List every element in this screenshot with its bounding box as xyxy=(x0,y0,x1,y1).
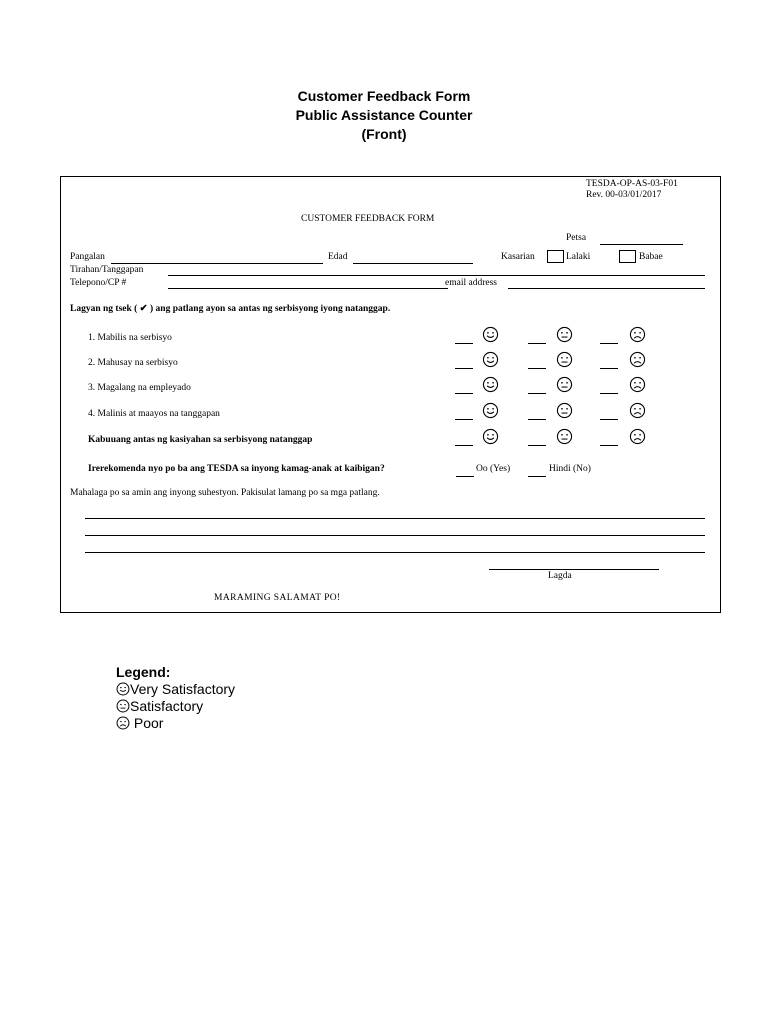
smile-face-icon xyxy=(482,428,499,445)
recommend-yes-blank[interactable] xyxy=(456,476,474,477)
rating-blank[interactable] xyxy=(455,343,473,344)
rating-blank[interactable] xyxy=(455,419,473,420)
telepono-field[interactable] xyxy=(168,288,448,289)
rating-blank[interactable] xyxy=(528,393,546,394)
doc-code: TESDA-OP-AS-03-F01 xyxy=(586,179,678,189)
rating-instruction: Lagyan ng tsek ( ✔ ) ang patlang ayon sa antas ng serbisyong iyong natanggap. xyxy=(70,304,391,314)
frown-face-icon xyxy=(629,351,646,368)
telepono-label: Telepono/CP # xyxy=(70,278,127,288)
legend-satisfactory xyxy=(116,698,203,715)
rating-blank[interactable] xyxy=(600,393,618,394)
babae-label: Babae xyxy=(639,252,663,262)
babae-checkbox[interactable] xyxy=(619,250,636,263)
signature-label: Lagda xyxy=(548,571,572,581)
smile-face-icon xyxy=(482,326,499,343)
tirahan-label: Tirahan/Tanggapan xyxy=(70,265,144,275)
suggestion-line[interactable] xyxy=(85,552,705,553)
frown-face-icon xyxy=(116,716,130,730)
legend-poor xyxy=(116,715,163,732)
rating-item-label: 3. Magalang na empleyado xyxy=(88,383,191,393)
petsa-field[interactable] xyxy=(600,244,683,245)
legend-very-satisfactory-label: Very Satisfactory xyxy=(130,681,236,697)
smile-face-icon xyxy=(482,376,499,393)
revision-number: Rev. 00-03/01/2017 xyxy=(586,190,662,200)
rating-blank[interactable] xyxy=(600,343,618,344)
kasarian-label: Kasarian xyxy=(501,252,535,262)
smile-face-icon xyxy=(116,682,130,696)
legend-poor-label: Poor xyxy=(130,715,164,731)
legend-very-satisfactory xyxy=(116,681,235,698)
frown-face-icon xyxy=(629,428,646,445)
page-subtitle: Public Assistance Counter xyxy=(295,107,473,123)
rating-blank[interactable] xyxy=(455,445,473,446)
thank-you-text: MARAMING SALAMAT PO! xyxy=(214,593,341,603)
tirahan-field[interactable] xyxy=(168,275,705,276)
rating-blank[interactable] xyxy=(600,445,618,446)
pangalan-label: Pangalan xyxy=(70,252,105,262)
rating-blank[interactable] xyxy=(528,343,546,344)
pangalan-field[interactable] xyxy=(111,263,323,264)
overall-rating-label: Kabuuang antas ng kasiyahan sa serbisyong natanggap xyxy=(88,435,313,445)
lalaki-checkbox[interactable] xyxy=(547,250,564,263)
frown-face-icon xyxy=(629,402,646,419)
form-title: CUSTOMER FEEDBACK FORM xyxy=(301,214,435,224)
rating-blank[interactable] xyxy=(528,368,546,369)
suggestion-prompt: Mahalaga po sa amin ang inyong suhestyon. Pakisulat lamang po sa mga patlang. xyxy=(70,488,380,498)
smile-face-icon xyxy=(482,402,499,419)
frown-face-icon xyxy=(629,376,646,393)
email-field[interactable] xyxy=(508,288,705,289)
neutral-face-icon xyxy=(556,326,573,343)
email-label: email address xyxy=(445,278,497,288)
smile-face-icon xyxy=(482,351,499,368)
feedback-form xyxy=(60,176,721,613)
recommend-question: Irerekomenda nyo po ba ang TESDA sa inyong kamag-anak at kaibigan? xyxy=(88,464,385,474)
rating-blank[interactable] xyxy=(600,419,618,420)
rating-blank[interactable] xyxy=(455,393,473,394)
petsa-label: Petsa xyxy=(566,233,587,243)
rating-item-label: 1. Mabilis na serbisyo xyxy=(88,333,172,343)
neutral-face-icon xyxy=(116,699,130,713)
lalaki-label: Lalaki xyxy=(566,252,591,262)
recommend-no-blank[interactable] xyxy=(528,476,546,477)
edad-field[interactable] xyxy=(353,263,473,264)
rating-item-label: 2. Mahusay na serbisyo xyxy=(88,358,178,368)
frown-face-icon xyxy=(629,326,646,343)
recommend-yes-label: Oo (Yes) xyxy=(476,464,511,474)
page-side-label: (Front) xyxy=(361,126,407,142)
suggestion-line[interactable] xyxy=(85,535,705,536)
edad-label: Edad xyxy=(328,252,348,262)
page-title: Customer Feedback Form xyxy=(297,88,471,104)
neutral-face-icon xyxy=(556,351,573,368)
suggestion-line[interactable] xyxy=(85,518,705,519)
rating-blank[interactable] xyxy=(600,368,618,369)
rating-blank[interactable] xyxy=(528,419,546,420)
neutral-face-icon xyxy=(556,402,573,419)
signature-field[interactable] xyxy=(489,569,659,570)
neutral-face-icon xyxy=(556,376,573,393)
legend-satisfactory-label: Satisfactory xyxy=(130,698,204,714)
rating-blank[interactable] xyxy=(528,445,546,446)
legend-title: Legend: xyxy=(116,664,171,680)
rating-blank[interactable] xyxy=(455,368,473,369)
recommend-no-label: Hindi (No) xyxy=(549,464,591,474)
neutral-face-icon xyxy=(556,428,573,445)
rating-item-label: 4. Malinis at maayos na tanggapan xyxy=(88,409,220,419)
